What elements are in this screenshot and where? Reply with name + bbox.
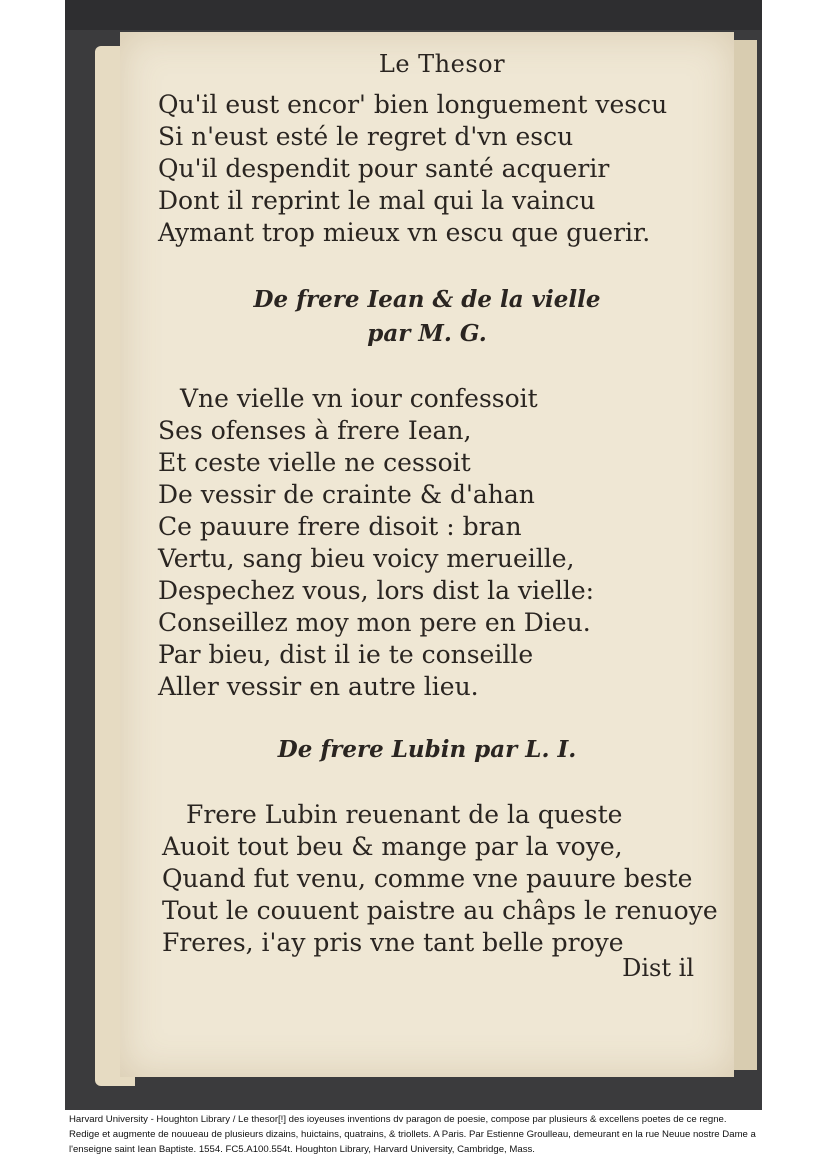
verse-line: Vne vielle vn iour confessoit — [180, 384, 538, 413]
book-page — [120, 32, 734, 1077]
verse-line: Quand fut venu, comme vne pauure beste — [162, 864, 693, 893]
catchword: Dist il — [622, 954, 694, 982]
verse-line: Qu'il eust encor' bien longuement vescu — [158, 90, 668, 119]
verse-line: Ses ofenses à frere Iean, — [158, 416, 472, 445]
verse-line: Par bieu, dist il ie te conseille — [158, 640, 534, 669]
verse-line: Freres, i'ay pris vne tant belle proye — [162, 928, 624, 957]
scanned-book-image — [65, 0, 762, 1110]
verse-line: Despechez vous, lors dist la vielle: — [158, 576, 595, 605]
poem-title: De frere Lubin par L. I. — [277, 736, 577, 763]
verse-line: Auoit tout beu & mange par la voye, — [162, 832, 623, 861]
image-caption: Harvard University - Houghton Library / Le thesor[!] des ioyeuses inventions dv paragon de poesie, compose par plusieurs & excellens poetes de ce regne. Redige et augmente de nouueau de plusieurs dizains, huictains, quatrains, & triollets. A Paris. Par Estienne Groulleau, demeurant en la rue Neuue nostre Dame a l'enseigne saint Iean Baptiste. 1554. FC5.A100.554t. Houghton Library, Harvard University, Cambridge, Mass. — [69, 1114, 756, 1155]
verse-line: Si n'eust esté le regret d'vn escu — [158, 122, 574, 151]
facing-page-edge — [733, 40, 757, 1070]
verse-line: Et ceste vielle ne cessoit — [158, 448, 471, 477]
poem-title: De frere Iean & de la vielle — [253, 286, 601, 313]
verse-line: Frere Lubin reuenant de la queste — [186, 800, 623, 829]
verse-line: Aller vessir en autre lieu. — [158, 672, 479, 701]
facing-page-bleed — [733, 40, 755, 1070]
verse-line: Tout le couuent paistre au châps le renuoye — [162, 896, 718, 925]
scan-top-edge — [65, 0, 762, 30]
verse-line: Ce pauure frere disoit : bran — [158, 512, 522, 541]
verse-line: Vertu, sang bieu voicy merueille, — [158, 544, 575, 573]
verse-line: Qu'il despendit pour santé acquerir — [158, 154, 610, 183]
verse-line: De vessir de crainte & d'ahan — [158, 480, 535, 509]
verse-line: Conseillez moy mon pere en Dieu. — [158, 608, 591, 637]
running-header: Le Thesor — [378, 50, 506, 78]
verse-line: Aymant trop mieux vn escu que guerir. — [158, 218, 651, 247]
verse-line: Dont il reprint le mal qui la vaincu — [158, 186, 596, 215]
poem-author: par M. G. — [367, 320, 487, 347]
